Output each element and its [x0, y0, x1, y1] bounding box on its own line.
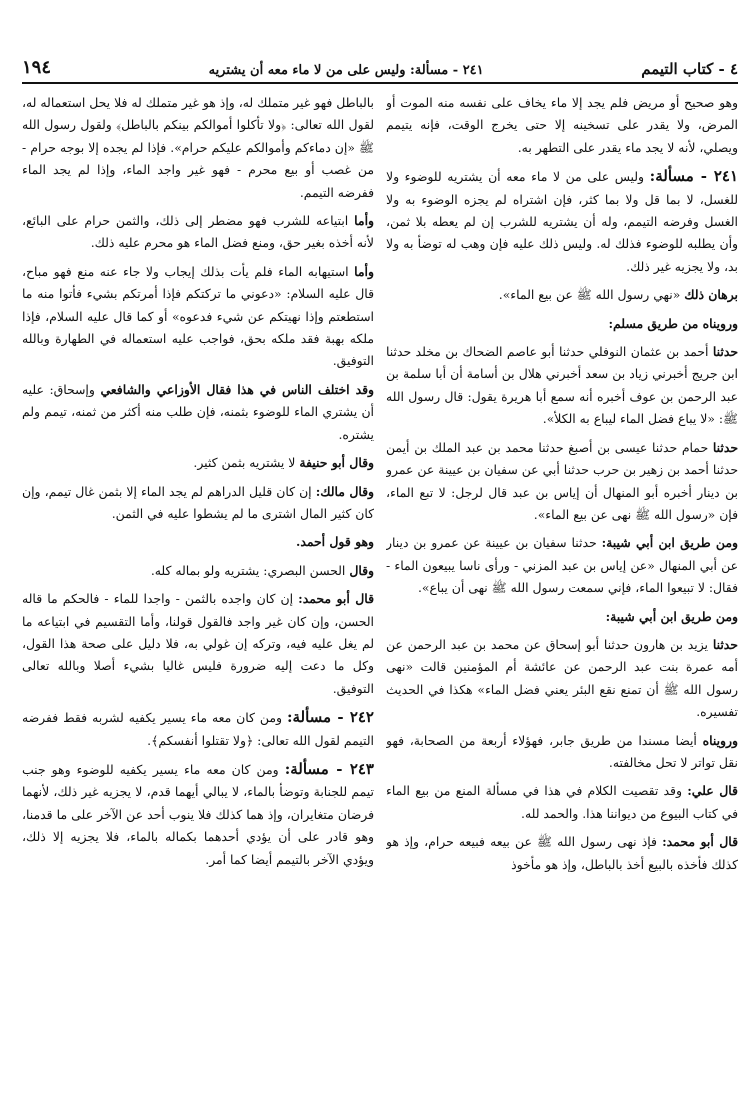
paragraph: برهان ذلك «نهي رسول الله ﷺ عن بيع الماء». [498, 287, 738, 303]
paragraph: وهو قول أحمد. [296, 534, 374, 550]
paragraph: وقد اختلف الناس في هذا فقال الأوزاعي والشافعي وإسحاق: عليه أن يشتري الماء للوضوء بثمنه، فإن طلب منه أكثر من ثمنه، تيمم ولم يشتره. [22, 381, 374, 442]
right-column [386, 92, 738, 1087]
book-title: ٤ - كتاب التيمم [641, 60, 738, 78]
hadith-paragraph: حدثنا يزيد بن هارون حدثنا أبو إسحاق عن محمد بن عبد الرحمن عن أمه عمرة بنت عبد الرحمن عن عائشة أم المؤمنين قالت «نهى رسول الله ﷺ أن تمنع نقع البئر يعني فضل الماء» هكذا في الحديث تفسيره. [386, 636, 738, 720]
running-title: ٢٤١ - مسألة: وليس على من لا ماء معه أن يشتريه [208, 63, 484, 78]
masala-242: ٢٤٢ - مسألة: ومن كان معه ماء يسير يكفيه لشربه فقط ففرضه التيمم لقول الله تعالى: ﴿ولا تقتلوا أنفسكم﴾. [22, 708, 374, 748]
masala-241: ٢٤١ - مسألة: وليس على من لا ماء معه أن يشتريه للوضوء ولا للغسل، لا بما قل ولا بما كثر، فإن اشتراه لم يجزه الوضوء به ولا الغسل وفرضه التيمم، وله أن يشتريه للشرب إن لم يعطه بلا ثمن، وأن يطلبه للوضوء فذلك له. وليس ذلك عليه فإن وهب له توضأ به ولا بد، ولا يجزيه غير ذلك. [386, 167, 738, 274]
text-columns [22, 92, 738, 1087]
paragraph: قال علي: وقد تقصيت الكلام في هذا في مسألة المنع من بيع الماء في كتاب البيوع من ديواننا هذا. والحمد لله. [386, 783, 738, 821]
paragraph: وأما ابتياعه للشرب فهو مضطر إلى ذلك، والثمن حرام على البائع، لأنه أخذه بغير حق، ومنع فضل الماء هو محرم عليه ذلك. [22, 213, 374, 251]
masala-number: ٢٤٢ - مسألة: [286, 708, 374, 727]
hadith-paragraph: حدثنا أحمد بن عثمان النوفلي حدثنا أبو عاصم الضحاك بن مخلد حدثنا ابن جريج أخبرني زياد بن سعد أخبرني هلال بن أسامة أن أبا سلمة بن عبد الرحمن بن عوف أخبره أنه سمع أبا هريرة يقول: قال رسول الله ﷺ: «لا يباع فضل الماء ليباع به الكلأ». [386, 344, 738, 427]
paragraph: وقال مالك: إن كان قليل الدراهم لم يجد الماء إلا بثمن غال تيمم، وإن كان كثير المال اشترى ما لم يشطوا عليه في الثمن. [22, 483, 374, 521]
masala-243: ٢٤٣ - مسألة: ومن كان معه ماء يسير يكفيه للوضوء وهو جنب تيمم للجنابة وتوضأ بالماء، لا يبالي أيهما قدم، لا يجزيه غير ذلك، لأنهما فرضان متغايران، وإذ هما كذلك فلا ينوب أحد عن الآخر على ما قدمنا، وهو قادر على أن يؤدي أحدهما بكماله بالماء، فلا يجزيه إلا ذلك، ويؤدي الآخر بالتيمم أيضا كما أمر. [22, 759, 374, 867]
paragraph: ومن طريق ابن أبي شيبة: [605, 608, 738, 624]
book-page [22, 50, 738, 1090]
paragraph: ورويناه من طريق مسلم: [608, 315, 738, 331]
paragraph: ورويناه أيضا مسندا من طريق جابر، فهؤلاء أربعة من الصحابة، فهو نقل تواتر لا تحل مخالفته. [386, 732, 738, 770]
hadith-paragraph: حدثنا حمام حدثنا عيسى بن أصبغ حدثنا محمد بن عبد الملك بن أيمن حدثنا أحمد بن زهير بن حرب حدثنا أبي عن سفيان بن عيينة عن عمرو بن دينار أخبره أبو المنهال أن إياس بن عبد قال لرجل: لا تبع الماء، فإن «رسول الله ﷺ نهى عن بيع الماء». [386, 439, 738, 522]
page-number: ١٩٤ [22, 57, 52, 78]
paragraph: قال أبو محمد: فإذ نهى رسول الله ﷺ عن بيعه فبيعه حرام، وإذ هو كذلك فأخذه بالبيع أخذ بالباطل، وإذ هو مأخوذ [386, 834, 738, 872]
paragraph: وهو صحيح أو مريض فلم يجد إلا ماء يخاف على نفسه منه الموت أو المرض، ولا يقدر على تسخينه إلا حتى يخرج الوقت، فإنه يتيمم ويصلي، لأنه لا يجد ماء يقدر على التطهر به. [386, 95, 738, 155]
paragraph: وأما استيهابه الماء فلم يأت بذلك إيجاب ولا جاء عنه منع فهو مباح، قال عليه السلام: «دعوني ما تركتكم فإذا أمرتكم بشيء فأتوا منه ما استطعتم وإذا نهيتكم عن شيء فدعوه» أو كما قال عليه السلام، فإذا ملكه بهبة فقد ملكه بحق، فواجب عليه استعماله في الطهارة وبالله التوفيق. [22, 263, 374, 369]
page-header [22, 50, 738, 84]
hadith-paragraph: ومن طريق ابن أبي شيبة: حدثنا سفيان بن عيينة عن عمرو بن دينار عن أبي المنهال «عن إياس بن عبد المزني - ورأى ناسا يبيعون الماء - فقال: لا تبيعوا الماء، فإني سمعت رسول الله ﷺ نهى أن يباع». [386, 535, 738, 596]
left-column [22, 92, 374, 1087]
paragraph: وقال الحسن البصري: يشتريه ولو بماله كله. [150, 562, 374, 578]
masala-number: ٢٤٣ - مسألة: [284, 759, 374, 778]
paragraph: وقال أبو حنيفة لا يشتريه بثمن كثير. [193, 455, 374, 471]
masala-number: ٢٤١ - مسألة: [649, 167, 738, 186]
paragraph: بالباطل فهو غير متملك له، وإذ هو غير متملك له فلا يحل استعماله له، لقول الله تعالى: ﴿ولا تأكلوا أموالكم بينكم بالباطل﴾ ولقول رسول الله ﷺ «إن دماءكم وأموالكم عليكم حرام». فإذا لم يجده إلا بوجه حرام - من غصب أو بيع محرم - فهو غير واجد الماء، وإذا لم يجد الماء ففرضه التيمم. [22, 95, 374, 200]
paragraph: قال أبو محمد: إن كان واجده بالثمن - واجدا للماء - فالحكم ما قاله الحسن، وإن كان غير واجد فالقول قولنا، وأما التقسيم في ابتياعه ما لم يغل عليه فيه، وتركه إن غولي به، فلا دليل على صحة هذا القول، وكل ما دعت إليه ضرورة فليس غاليا بشيء أصلا وبالله تعالى التوفيق. [22, 591, 374, 696]
